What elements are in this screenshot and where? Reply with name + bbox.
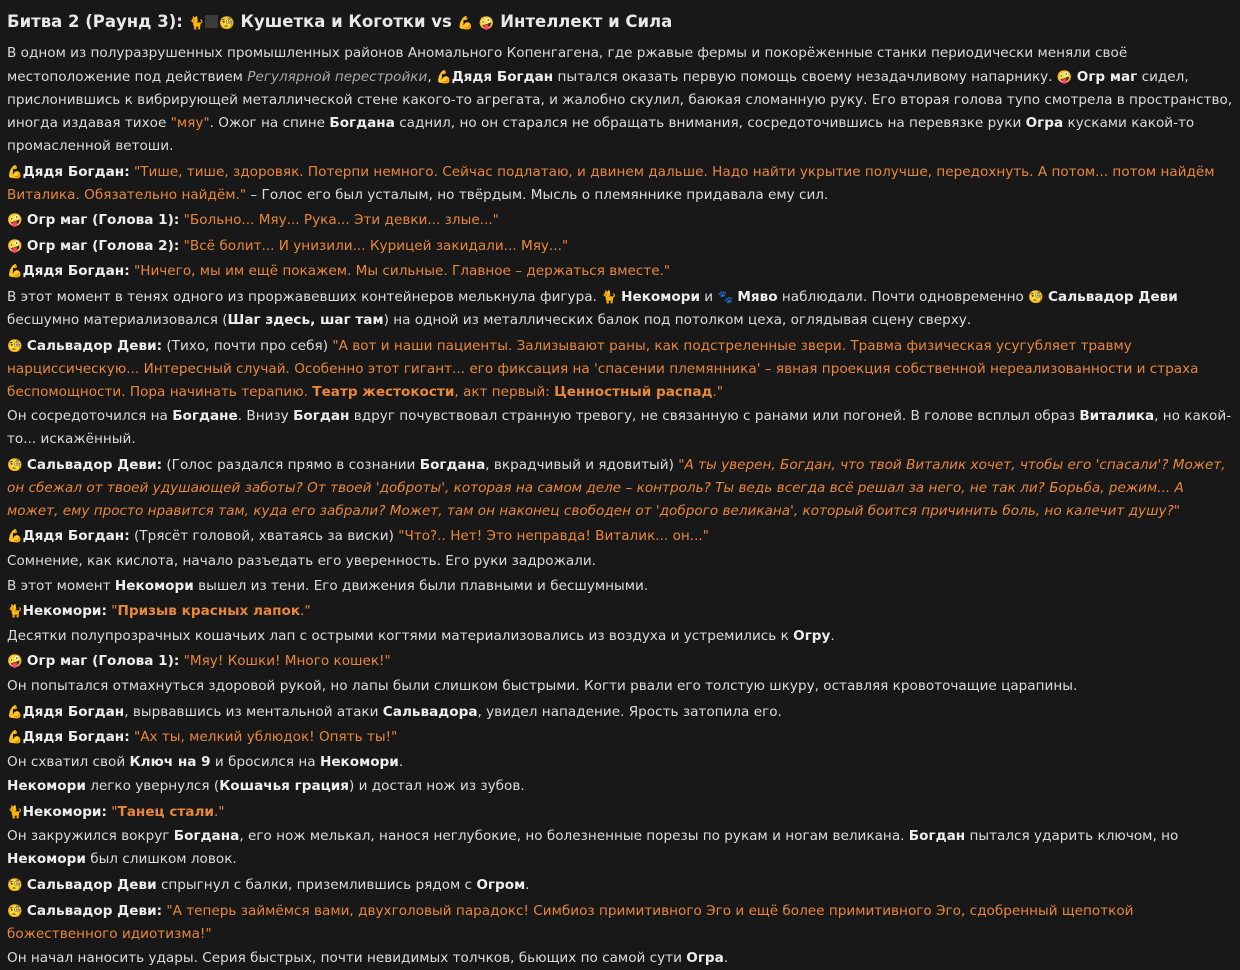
paragraph: Сомнение, как кислота, начало разъедать его уверенность. Его руки задрожали.: [7, 552, 596, 569]
page-title: Битва 2 (Раунд 3): 🐈 🧐 Кушетка и Коготки vs 💪 🤪 Интеллект и Сила: [7, 12, 673, 31]
speaker: Сальвадор Деви:: [26, 337, 163, 354]
zany-face-icon: 🤪: [478, 15, 495, 30]
flexed-biceps-icon: 💪: [436, 69, 452, 84]
speaker: Огр маг (Голова 1):: [26, 212, 180, 229]
paragraph: В этот момент Некомори вышел из тени. Его движения были плавными и бесшумными.: [7, 577, 649, 594]
cat-icon: 🐈: [7, 803, 23, 819]
zany-face-icon: 🤪: [1056, 69, 1073, 84]
monocle-face-icon: 🧐: [7, 456, 23, 472]
paragraph: Он сосредоточился на Богдане. Внизу Богдан вдруг почувствовал странную тревогу, не связанную с ранами или погоней. В голове всплыл образ Виталика, но какой-то... искажённый.: [7, 408, 1232, 448]
cat-icon: 🐈: [188, 15, 205, 30]
dialogue-line: 🧐 Сальвадор Деви: (Голос раздался прямо в сознании Богдана, вкрадчивый и ядовитый) "А ты уверен, Богдан, что твой Виталик хочет, чтобы его 'спасали'? Может, он сбежал от твоей удушающей заботы? От твоей 'доброты', которая на самом деле – контроль? Ты ведь всегда всё решал за него, не так ли? Борьба, режим... А может, ему просто нравится там, куда его забрали? Может, там он наконец свободен от 'доброго великана', который боится причинить боль, но калечит душу?": [7, 456, 1226, 519]
zany-face-icon: 🤪: [7, 212, 23, 228]
flexed-biceps-icon: 💪: [7, 703, 23, 719]
zany-face-icon: 🤪: [7, 237, 23, 253]
paragraph: Некомори легко увернулся (Кошачья грация) и достал нож из зубов.: [7, 778, 525, 795]
dialogue-line: 💪Дядя Богдан: "Ах ты, мелкий ублюдок! Опять ты!": [7, 729, 398, 746]
paragraph: Он закружился вокруг Богдана, его нож мелькал, нанося неглубокие, но болезненные порезы по рукам и ногам великана. Богдан пытался ударить ключом, но Некомори был слишком ловок.: [7, 828, 1179, 868]
monocle-face-icon: 🧐: [7, 337, 23, 353]
dialogue-line: 🧐 Сальвадор Деви: "А теперь займёмся вами, двухголовый парадокс! Симбиоз примитивного Эго и ещё более примитивного Эго, сдобренный щепоткой божественного идиотизма!": [7, 902, 1134, 942]
paragraph: Десятки полупрозрачных кошачьих лап с острыми когтями материализовались из воздуха и устремились к Огру.: [7, 627, 835, 644]
dialogue-line: 🤪 Огр маг (Голова 1): "Больно... Мяу... Рука... Эти девки... злые...": [7, 212, 499, 229]
paw-prints-icon: 🐾: [717, 288, 734, 304]
speaker: Некомори:: [22, 803, 107, 820]
dialogue-line: 💪Дядя Богдан: "Ничего, мы им ещё покажем. Мы сильные. Главное – держаться вместе.": [7, 263, 671, 280]
black-square-icon: [205, 15, 218, 28]
paragraph: В этот момент в тенях одного из проржавевших контейнеров мелькнула фигура. 🐈 Некомори и 🐾 Мяво наблюдали. Почти одновременно 🧐 Сальвадор Деви бесшумно материализовался (Шаг здесь, шаг там) на одной из металлических балок под потолком цеха, оглядывая сцену сверху.: [7, 288, 1178, 328]
cat-icon: 🐈: [601, 288, 617, 304]
zany-face-icon: 🤪: [7, 653, 23, 669]
dialogue-line: 🐈Некомори: "Призыв красных лапок.": [7, 603, 311, 620]
speaker: Сальвадор Деви:: [26, 902, 163, 919]
dialogue-line: 🧐 Сальвадор Деви: (Тихо, почти про себя) "А вот и наши пациенты. Зализывают раны, как подстреленные звери. Травма физическая усугубляет травму нарциссическую... Интересный случай. Особенно этот гигант... его фиксация на 'спасении племянника' – явная проекция собственной нереализованности и страха беспомощности. Пора начинать терапию. Театр жестокости, акт первый: Ценностный распад.": [7, 337, 1199, 400]
cat-icon: 🐈: [7, 603, 23, 619]
monocle-face-icon: 🧐: [1028, 288, 1044, 304]
flexed-biceps-icon: 💪: [7, 263, 23, 279]
flexed-biceps-icon: 💪: [7, 528, 23, 544]
dialogue-line: 🤪 Огр маг (Голова 2): "Всё болит... И унизили... Курицей закидали... Мяу...": [7, 237, 569, 254]
speaker: Огр маг (Голова 1):: [26, 653, 180, 670]
dialogue-line: 💪Дядя Богдан: "Тише, тише, здоровяк. Потерпи немного. Сейчас подлатаю, и двинем дальше. Надо найти укрытие получше, передохнуть. А потом... потом найдём Виталика. Обязательно найдём." – Голос его был усталым, но твёрдым. Мысль о племяннике придавала ему сил.: [7, 163, 1215, 203]
speaker: Огр маг (Голова 2):: [26, 237, 180, 254]
speaker: Сальвадор Деви:: [26, 456, 163, 473]
monocle-face-icon: 🧐: [7, 902, 23, 918]
speaker: Дядя Богдан:: [22, 729, 130, 746]
speaker: Некомори:: [22, 603, 107, 620]
monocle-face-icon: 🧐: [7, 877, 23, 893]
flexed-biceps-icon: 💪: [7, 729, 23, 745]
speaker: Дядя Богдан:: [22, 528, 130, 545]
paragraph: Он попытался отмахнуться здоровой рукой, но лапы были слишком быстрыми. Когти рвали его толстую шкуру, оставляя кровоточащие царапины.: [7, 677, 1078, 694]
speaker: Дядя Богдан:: [22, 163, 130, 180]
dialogue-line: 🤪 Огр маг (Голова 1): "Мяу! Кошки! Много кошек!": [7, 653, 391, 670]
paragraph: 💪Дядя Богдан, вырвавшись из ментальной атаки Сальвадора, увидел нападение. Ярость затопила его.: [7, 703, 782, 720]
flexed-biceps-icon: 💪: [7, 163, 23, 179]
paragraph: Он схватил свой Ключ на 9 и бросился на Некомори.: [7, 753, 404, 770]
dialogue-line: 🐈Некомори: "Танец стали.": [7, 803, 225, 820]
monocle-face-icon: 🧐: [219, 15, 235, 30]
paragraph: 🧐 Сальвадор Деви спрыгнул с балки, приземлившись рядом с Огром.: [7, 877, 530, 894]
flexed-biceps-icon: 💪: [457, 15, 474, 30]
paragraph: Он начал наносить удары. Серия быстрых, почти невидимых толчков, бьющих по самой сути Огра.: [7, 950, 729, 967]
dialogue-line: 💪Дядя Богдан: (Трясёт головой, хватаясь за виски) "Что?.. Нет! Это неправда! Виталик... он...": [7, 528, 709, 545]
speaker: Дядя Богдан:: [22, 263, 130, 280]
paragraph: В одном из полуразрушенных промышленных районов Аномального Копенгагена, где ржавые фермы и покорёженные станки периодически меняли своё местоположение под действием Регулярной перестройки, 💪Дядя Богдан пытался оказать первую помощь своему незадачливому напарнику. 🤪 Огр маг сидел, прислонившись к вибрирующей металлической стене какого-то агрегата, и жалобно скулил, баюкая сломанную руку. Его вторая голова тупо смотрела в пространство, иногда издавая тихое "мяу". Ожог на спине Богдана саднил, но он старался не обращать внимания, сосредоточившись на перевязке руки Огра кусками какой-то промасленной ветоши.: [7, 45, 1233, 154]
